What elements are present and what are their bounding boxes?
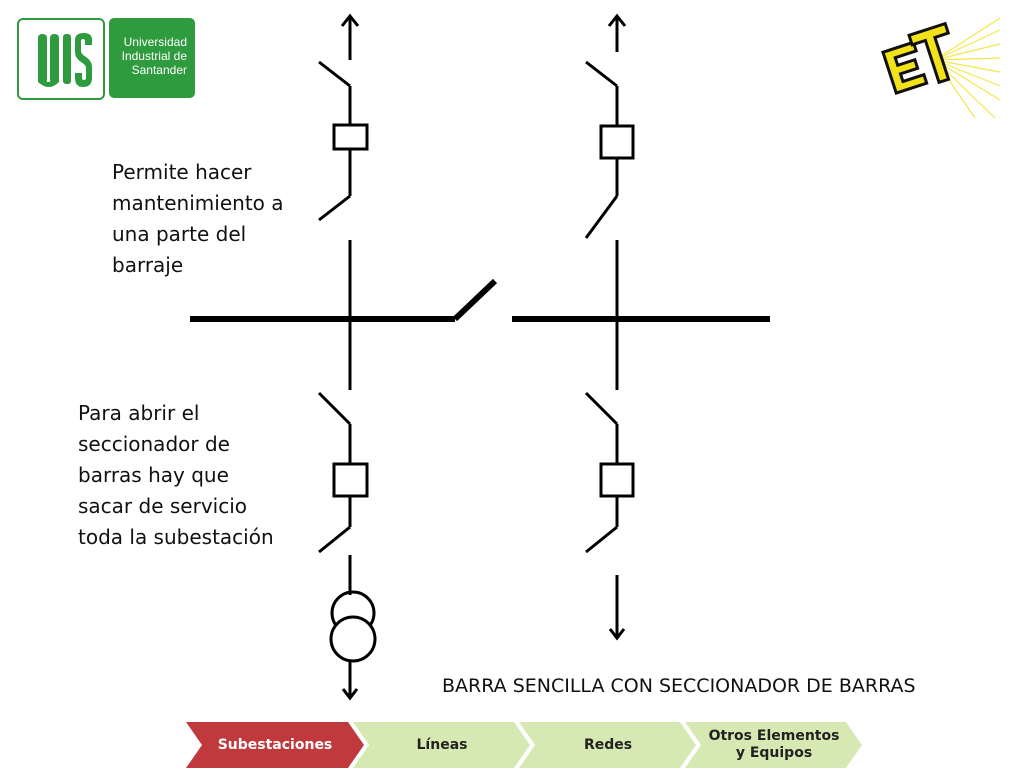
- note-2-line-1: Para abrir el: [78, 401, 200, 425]
- right-top-disconnector-blade: [586, 62, 617, 86]
- diagram-caption: BARRA SENCILLA CON SECCIONADOR DE BARRAS: [442, 675, 916, 697]
- nav-tab-otros-elementos[interactable]: [699, 722, 849, 768]
- note-2-line-4: sacar de servicio: [78, 494, 247, 518]
- bus-section-disconnector: [455, 281, 495, 319]
- uis-monogram-icon: [19, 20, 103, 98]
- note-2-line-3: barras hay que: [78, 463, 229, 487]
- left-bottom-lower-disconnector-blade: [319, 527, 350, 552]
- note-1-line-3: una parte del: [112, 222, 247, 246]
- right-bottom-disconnector-blade: [586, 393, 617, 424]
- right-bottom-lower-disconnector-blade: [586, 527, 617, 552]
- left-top-breaker: [334, 125, 367, 149]
- uis-logo-wordmark: [109, 18, 195, 98]
- left-bottom-breaker: [334, 464, 367, 496]
- note-2-line-2: seccionador de: [78, 432, 230, 456]
- uis-name-line-3: Santander: [131, 63, 187, 77]
- note-bus-maintenance: [112, 157, 284, 281]
- nav-tab-lineas-label: Líneas: [416, 736, 468, 753]
- note-2-line-5: toda la subestación: [78, 525, 274, 549]
- nav-tab-lineas[interactable]: [367, 722, 517, 768]
- left-bottom-disconnector-blade: [319, 393, 350, 424]
- uis-name-line-1: Universidad: [123, 35, 187, 49]
- uis-logo-mark: [17, 18, 105, 100]
- nav-tab-subestaciones[interactable]: [200, 722, 350, 768]
- right-lower-disconnector-blade: [586, 196, 617, 238]
- transformer-secondary-winding: [331, 617, 375, 661]
- nav-tab-redes-label: Redes: [583, 736, 633, 753]
- note-1-line-1: Permite hacer: [112, 160, 252, 184]
- left-lower-disconnector-blade: [319, 196, 350, 220]
- left-top-disconnector-blade: [319, 62, 350, 86]
- nav-tab-subestaciones-label: Subestaciones: [217, 736, 333, 753]
- nav-tab-otros-label-line-1: Otros Elementos: [708, 728, 840, 744]
- nav-tab-redes[interactable]: [533, 722, 683, 768]
- et-logo-icon: [880, 18, 1000, 118]
- note-1-line-2: mantenimiento a: [112, 191, 284, 215]
- right-bottom-breaker: [601, 464, 633, 496]
- note-bus-disconnector-opening: [78, 398, 274, 553]
- right-top-breaker: [601, 126, 633, 158]
- uis-name-line-2: Industrial de: [121, 49, 187, 63]
- nav-tab-otros-label-line-2: y Equipos: [735, 745, 813, 761]
- note-1-line-4: barraje: [112, 253, 184, 277]
